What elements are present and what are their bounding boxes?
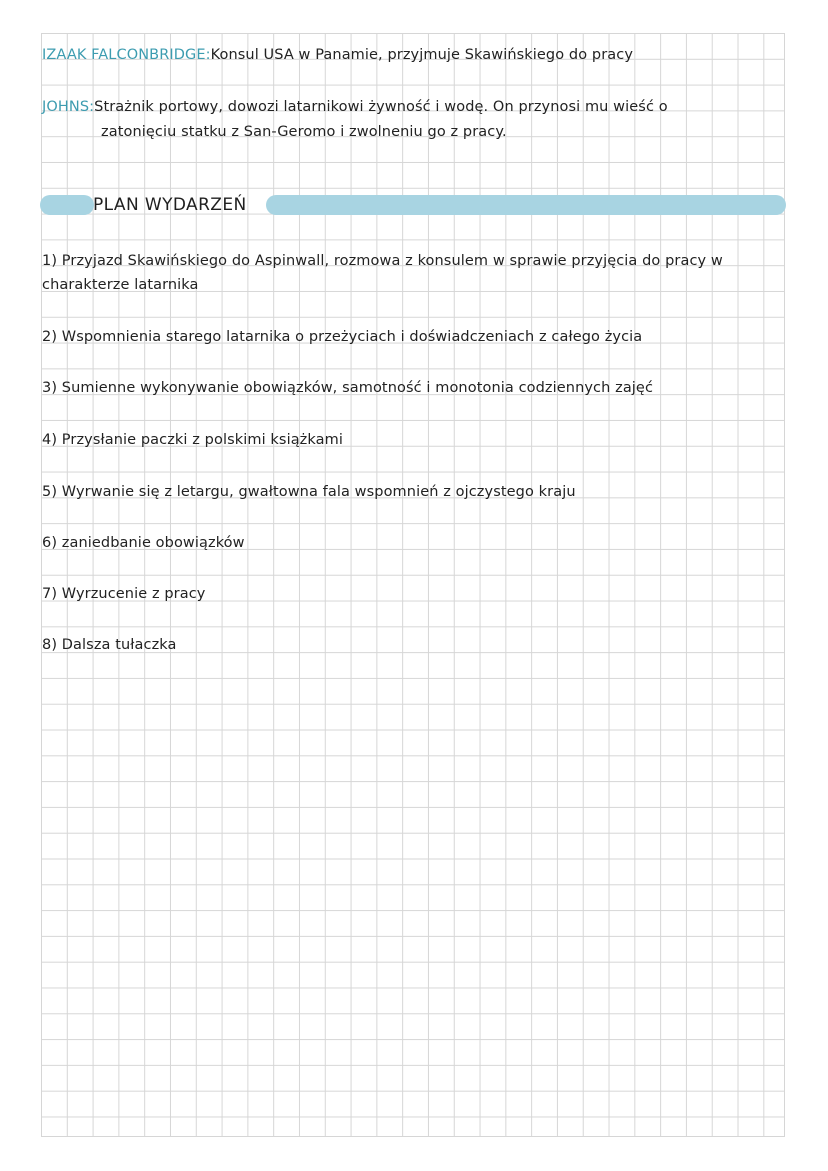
plan-item-8: 8) Dalsza tułaczka — [42, 637, 177, 653]
character-name-izaak: IZAAK FALCONBRIDGE: — [42, 47, 211, 63]
character-name-johns: JOHNS: — [42, 99, 95, 115]
character-desc-johns-line1: Strażnik portowy, dowozi latarnikowi żywność i wodę. On przynosi mu wieść o — [94, 99, 668, 115]
plan-item-1: 1) Przyjazd Skawińskiego do Aspinwall, rozmowa z konsulem w sprawie przyjęcia do pracy w — [42, 253, 723, 269]
plan-item-1-continuation: charakterze latarnika — [42, 277, 199, 293]
plan-item-2: 2) Wspomnienia starego latarnika o przeżyciach i doświadczeniach z całego życia — [42, 329, 643, 345]
plan-item-5: 5) Wyrwanie się z letargu, gwałtowna fala wspomnień z ojczystego kraju — [42, 484, 576, 500]
plan-item-7: 7) Wyrzucenie z pracy — [42, 586, 206, 602]
plan-item-3: 3) Sumienne wykonywanie obowiązków, samotność i monotonia codziennych zajęć — [42, 380, 654, 396]
character-johns-continuation: zatonięciu statku z San-Geromo i zwolneniu go z pracy. — [101, 124, 507, 140]
heading-highlight-left — [40, 195, 94, 215]
heading-highlight-right — [266, 195, 786, 215]
section-title-plan: PLAN WYDARZEŃ — [93, 195, 247, 215]
plan-item-6: 6) zaniedbanie obowiązków — [42, 535, 245, 551]
character-izaak — [42, 46, 633, 64]
character-johns — [42, 98, 668, 116]
character-desc-izaak: Konsul USA w Panamie, przyjmuje Skawińskiego do pracy — [210, 47, 634, 63]
plan-item-4: 4) Przysłanie paczki z polskimi książkami — [42, 432, 343, 448]
